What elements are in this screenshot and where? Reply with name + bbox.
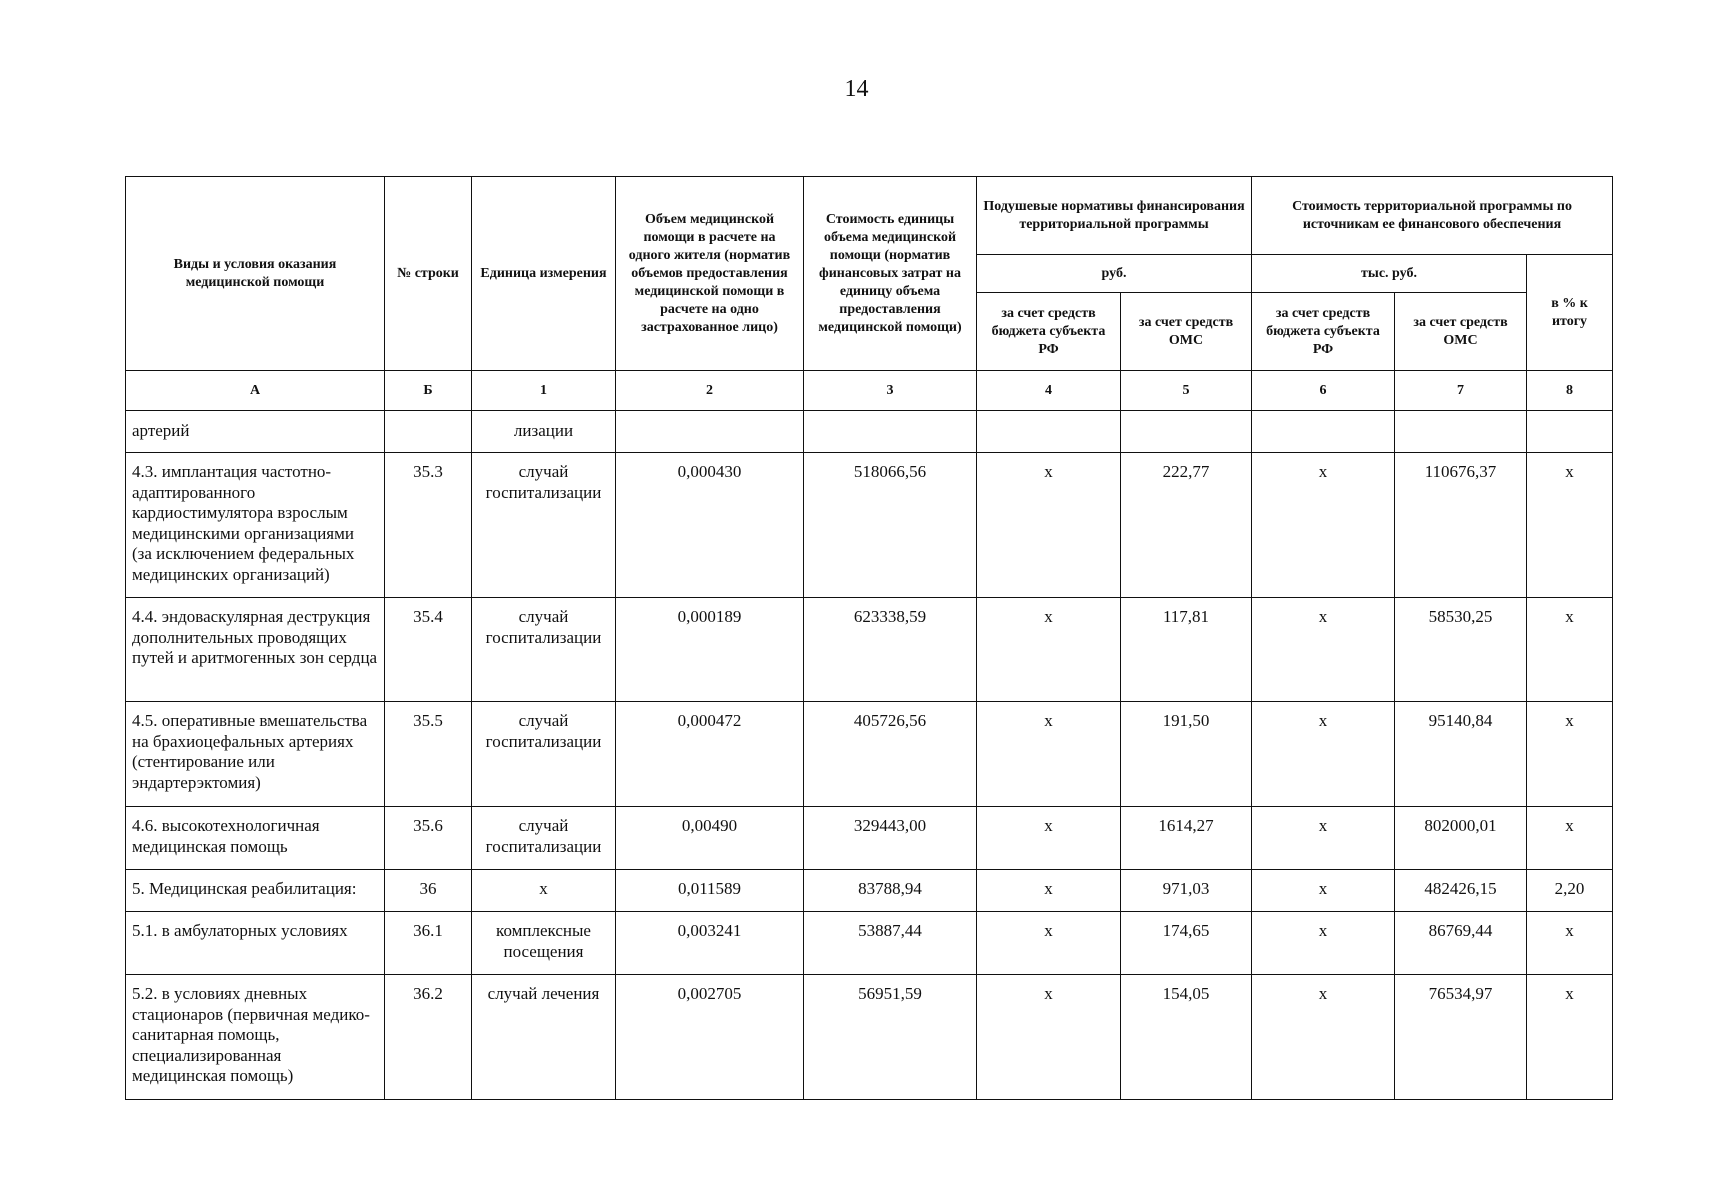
row-number: 35.4 (385, 598, 472, 702)
row-name: 4.5. оперативные вмешательства на брахиоцефальных артериях (стентирование или эндартерэктомия) (126, 702, 385, 807)
header-row-number: № строки (385, 177, 472, 371)
row-percap-budget (977, 411, 1121, 453)
row-cost-oms: 95140,84 (1395, 702, 1527, 807)
row-percap-oms: 222,77 (1121, 453, 1252, 598)
row-volume: 0,003241 (616, 912, 804, 975)
row-volume: 0,000472 (616, 702, 804, 807)
row-cost: 405726,56 (804, 702, 977, 807)
row-cost-budget (1252, 411, 1395, 453)
row-unit: случай госпитализации (472, 453, 616, 598)
row-cost-oms: 802000,01 (1395, 807, 1527, 870)
index-cell: 1 (472, 371, 616, 411)
row-cost-budget: х (1252, 912, 1395, 975)
row-name: 4.4. эндоваскулярная деструкция дополнительных проводящих путей и аритмогенных зон сердца (126, 598, 385, 702)
row-cost-budget: х (1252, 870, 1395, 912)
row-percent (1527, 411, 1613, 453)
row-volume (616, 411, 804, 453)
row-cost-budget: х (1252, 453, 1395, 598)
header-volume: Объем медицинской помощи в расчете на одного жителя (норматив объемов предоставления медицинской помощи в расчете на одно застрахованное лицо) (616, 177, 804, 371)
row-cost-budget: х (1252, 975, 1395, 1100)
row-cost-oms: 58530,25 (1395, 598, 1527, 702)
row-cost: 53887,44 (804, 912, 977, 975)
row-cost: 329443,00 (804, 807, 977, 870)
row-percent: х (1527, 453, 1613, 598)
index-cell: 8 (1527, 371, 1613, 411)
index-cell: 2 (616, 371, 804, 411)
row-percap-oms (1121, 411, 1252, 453)
financing-table (125, 176, 1613, 1100)
row-name: 4.6. высокотехнологичная медицинская помощь (126, 807, 385, 870)
row-name: 5.2. в условиях дневных стационаров (первичная медико-санитарная помощь, специализированная медицинская помощь) (126, 975, 385, 1100)
header-rub: руб. (977, 255, 1252, 293)
table-row (126, 411, 1613, 453)
row-percap-oms: 117,81 (1121, 598, 1252, 702)
row-unit: лизации (472, 411, 616, 453)
row-cost: 623338,59 (804, 598, 977, 702)
header-cost-budget: за счет средств бюджета субъекта РФ (1252, 293, 1395, 371)
row-cost-budget: х (1252, 807, 1395, 870)
row-name: артерий (126, 411, 385, 453)
row-percap-budget: х (977, 598, 1121, 702)
row-cost-oms: 76534,97 (1395, 975, 1527, 1100)
row-percent: х (1527, 702, 1613, 807)
header-program-cost-group: Стоимость территориальной программы по источникам ее финансового обеспечения (1252, 177, 1613, 255)
header-unit-cost: Стоимость единицы объема медицинской помощи (норматив финансовых затрат на единицу объема предоставления медицинской помощи) (804, 177, 977, 371)
row-cost-budget: х (1252, 702, 1395, 807)
row-percap-budget: х (977, 870, 1121, 912)
row-unit: случай госпитализации (472, 702, 616, 807)
row-percap-budget: х (977, 807, 1121, 870)
row-volume: 0,000189 (616, 598, 804, 702)
row-percap-oms: 174,65 (1121, 912, 1252, 975)
row-cost: 56951,59 (804, 975, 977, 1100)
index-cell: Б (385, 371, 472, 411)
header-percent: в % к итогу (1527, 255, 1613, 371)
row-cost-budget: х (1252, 598, 1395, 702)
row-volume: 0,002705 (616, 975, 804, 1100)
index-cell: 3 (804, 371, 977, 411)
row-number (385, 411, 472, 453)
index-row (126, 371, 1613, 411)
index-cell: 5 (1121, 371, 1252, 411)
index-cell: А (126, 371, 385, 411)
table-row (126, 453, 1613, 598)
table-row (126, 702, 1613, 807)
table-row (126, 870, 1613, 912)
row-percap-budget: х (977, 453, 1121, 598)
row-name: 5. Медицинская реабилитация: (126, 870, 385, 912)
table-row (126, 598, 1613, 702)
row-cost-oms (1395, 411, 1527, 453)
header-unit: Единица измерения (472, 177, 616, 371)
index-cell: 6 (1252, 371, 1395, 411)
header-thous-rub: тыс. руб. (1252, 255, 1527, 293)
page-number: 14 (844, 76, 869, 102)
row-percap-budget: х (977, 702, 1121, 807)
row-cost-oms: 110676,37 (1395, 453, 1527, 598)
row-name: 4.3. имплантация частотно-адаптированного кардиостимулятора взрослым медицинскими организациями (за исключением федеральных медицинских организаций) (126, 453, 385, 598)
row-percap-oms: 1614,27 (1121, 807, 1252, 870)
row-number: 36.1 (385, 912, 472, 975)
header-percap-budget: за счет средств бюджета субъекта РФ (977, 293, 1121, 371)
row-volume: 0,00490 (616, 807, 804, 870)
row-cost: 83788,94 (804, 870, 977, 912)
row-number: 35.3 (385, 453, 472, 598)
row-percent: 2,20 (1527, 870, 1613, 912)
row-number: 36.2 (385, 975, 472, 1100)
row-cost-oms: 86769,44 (1395, 912, 1527, 975)
row-unit: случай лечения (472, 975, 616, 1100)
row-percap-oms: 971,03 (1121, 870, 1252, 912)
row-number: 35.6 (385, 807, 472, 870)
row-unit: комплексные посещения (472, 912, 616, 975)
row-unit: х (472, 870, 616, 912)
row-name: 5.1. в амбулаторных условиях (126, 912, 385, 975)
table-row (126, 912, 1613, 975)
row-percent: х (1527, 598, 1613, 702)
row-unit: случай госпитализации (472, 807, 616, 870)
row-percap-oms: 154,05 (1121, 975, 1252, 1100)
row-volume: 0,011589 (616, 870, 804, 912)
index-cell: 4 (977, 371, 1121, 411)
header-cost-oms: за счет средств ОМС (1395, 293, 1527, 371)
row-percap-oms: 191,50 (1121, 702, 1252, 807)
row-percent: х (1527, 807, 1613, 870)
row-volume: 0,000430 (616, 453, 804, 598)
row-percap-budget: х (977, 975, 1121, 1100)
table-row (126, 975, 1613, 1100)
row-percap-budget: х (977, 912, 1121, 975)
header-per-capita-group: Подушевые нормативы финансирования территориальной программы (977, 177, 1252, 255)
row-cost: 518066,56 (804, 453, 977, 598)
row-percent: х (1527, 975, 1613, 1100)
header-kinds: Виды и условия оказания медицинской помощи (126, 177, 385, 371)
header-percap-oms: за счет средств ОМС (1121, 293, 1252, 371)
row-percent: х (1527, 912, 1613, 975)
row-cost-oms: 482426,15 (1395, 870, 1527, 912)
row-number: 36 (385, 870, 472, 912)
index-cell: 7 (1395, 371, 1527, 411)
table-row (126, 807, 1613, 870)
row-cost (804, 411, 977, 453)
row-number: 35.5 (385, 702, 472, 807)
row-unit: случай госпитализации (472, 598, 616, 702)
